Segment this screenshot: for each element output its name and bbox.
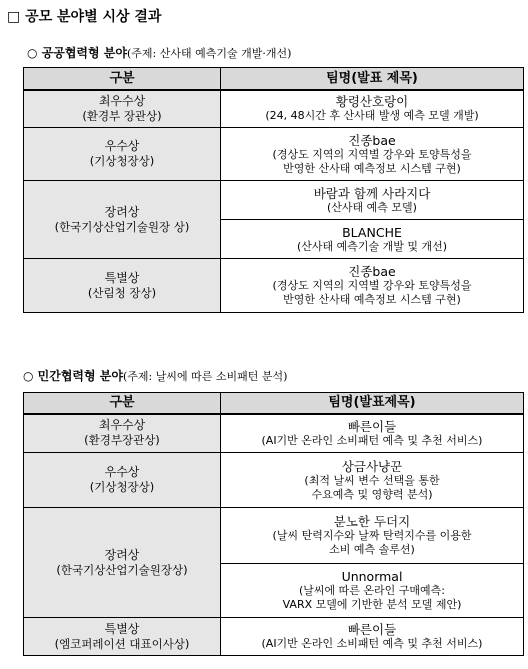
team-name: 빠른이들 <box>347 622 397 637</box>
award-name: 특별상 <box>104 270 140 285</box>
team-name: 진종bae <box>348 132 396 148</box>
award-cell <box>24 90 221 128</box>
table-row <box>24 259 524 313</box>
team-name: 황령산호랑이 <box>335 94 409 110</box>
presentation-title: (산사태 예측기술 개발 및 개선) <box>296 239 448 253</box>
presentation-title: (AI기반 온라인 소비패턴 예측 및 추천 서비스) <box>261 637 483 650</box>
presentation-title: (경상도 지역의 지역별 강우와 토양특성을 <box>272 279 472 292</box>
presentation-title: (최적 날씨 변수 선택을 통한 <box>304 473 440 487</box>
team-name: 상금사냥꾼 <box>341 458 403 474</box>
section-subtitle: (주제: 날씨에 따른 소비패턴 분석) <box>122 370 288 383</box>
table-row <box>24 128 524 181</box>
award-giver: (한국기상산업기술원장 상) <box>54 219 190 234</box>
award-giver: (환경부 장관상) <box>82 108 162 123</box>
table-row <box>24 181 524 220</box>
document-title: □ 공모 분야별 시상 결과 <box>7 9 162 25</box>
award-name: 최우수상 <box>98 93 146 108</box>
award-cell <box>24 181 221 259</box>
team-cell <box>221 220 524 259</box>
section-heading-text: ○ 민간협력형 분야 <box>23 369 123 383</box>
table-row <box>24 618 524 656</box>
award-name: 우수상 <box>104 465 140 479</box>
award-cell <box>24 453 221 508</box>
column-header-team: 팀명(발표제목) <box>221 393 524 414</box>
award-cell <box>24 508 221 618</box>
team-name: 진종bae <box>348 264 396 279</box>
section-heading-public <box>27 44 291 61</box>
team-cell <box>221 453 524 508</box>
team-cell <box>221 414 524 453</box>
team-cell <box>221 259 524 313</box>
table-row <box>24 453 524 508</box>
presentation-title: 반영한 산사태 예측정보 시스템 구현) <box>283 293 461 306</box>
team-name: 빠른이들 <box>347 418 397 434</box>
presentation-title: 소비 예측 솔루션) <box>329 543 415 556</box>
award-name: 특별상 <box>104 621 140 636</box>
award-name: 최우수상 <box>98 418 146 433</box>
table-row <box>24 414 524 453</box>
award-giver: (환경부장관상) <box>84 433 160 448</box>
team-name: Unnormal <box>341 569 403 584</box>
presentation-title: VARX 모델에 기반한 분석 모델 제안) <box>282 598 462 611</box>
award-giver: (기상청장상) <box>89 480 155 494</box>
table-row <box>24 508 524 564</box>
team-cell <box>221 618 524 656</box>
team-cell <box>221 508 524 564</box>
team-cell <box>221 564 524 618</box>
column-header-category: 구분 <box>24 393 221 414</box>
award-name: 우수상 <box>104 139 140 153</box>
team-name: 분노한 두더지 <box>333 514 411 529</box>
section-subtitle: (주제: 산사태 예측기술 개발·개선) <box>126 47 292 60</box>
team-name: 바람과 함께 사라지다 <box>313 185 431 201</box>
table-header-row <box>24 68 524 90</box>
presentation-title: 수요예측 및 영향력 분석) <box>311 487 433 501</box>
award-giver: (산림청 장상) <box>87 285 157 300</box>
presentation-title: (24, 48시간 후 산사태 발생 예측 모델 개발) <box>265 109 479 123</box>
table-row <box>24 90 524 128</box>
team-cell <box>221 181 524 220</box>
presentation-title: (경상도 지역의 지역별 강우와 토양특성을 <box>272 147 472 161</box>
table-header-row <box>24 393 524 414</box>
award-giver: (엠코퍼레이션 대표이사상) <box>54 636 190 651</box>
column-header-team: 팀명(발표 제목) <box>221 68 524 90</box>
awards-table-public <box>23 67 524 313</box>
section-heading-private <box>23 367 287 384</box>
award-giver: (기상청장상) <box>89 154 155 168</box>
award-cell <box>24 618 221 656</box>
column-header-category: 구분 <box>24 68 221 90</box>
team-cell <box>221 90 524 128</box>
presentation-title: (날씨에 따른 온라인 구매예측: <box>299 584 445 597</box>
presentation-title: (날씨 탄력지수와 날짜 탄력지수를 이용한 <box>272 529 472 542</box>
award-cell <box>24 414 221 453</box>
presentation-title: (AI기반 온라인 소비패턴 예측 및 추천 서비스) <box>261 433 483 447</box>
team-cell <box>221 128 524 181</box>
team-name: BLANCHE <box>342 224 402 240</box>
awards-table-private <box>23 392 524 656</box>
award-cell <box>24 259 221 313</box>
presentation-title: 반영한 산사태 예측정보 시스템 구현) <box>283 161 461 175</box>
award-name: 장려상 <box>104 547 140 562</box>
award-name: 장려상 <box>104 204 140 219</box>
award-cell <box>24 128 221 181</box>
award-giver: (한국기상산업기술원장상) <box>56 562 188 577</box>
section-heading-text: ○ 공공협력형 분야 <box>27 46 127 60</box>
presentation-title: (산사태 예측 모델) <box>327 200 417 214</box>
